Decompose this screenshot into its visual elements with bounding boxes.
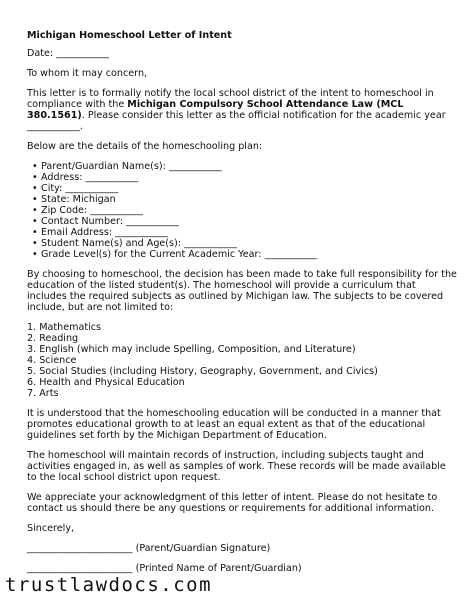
detail-item: • Student Name(s) and Age(s): ___________ [41, 238, 457, 249]
watermark: trustlawdocs.com [5, 574, 213, 596]
subject-item: 4. Science [27, 355, 77, 366]
intro-text-1: This letter is to formally notify the local school district of the intent to homeschool in compliance with the [27, 88, 434, 110]
intro-text-2: . Please consider this letter as the official notification for the academic year ___________. [27, 110, 446, 132]
detail-item: • City: ___________ [41, 183, 457, 194]
date-line: Date: ___________ [27, 48, 109, 59]
subject-item: 5. Social Studies (including History, Geography, Government, and Civics) [27, 366, 378, 377]
closing: Sincerely, [27, 523, 75, 534]
detail-item: • State: Michigan [41, 194, 457, 205]
subject-item: 7. Arts [27, 388, 59, 399]
signature-line: ______________________ (Parent/Guardian Signature) [27, 543, 271, 554]
subject-item: 2. Reading [27, 333, 79, 344]
understood-paragraph: It is understood that the homeschooling education will be conducted in a manner that promotes educational growth to at least an equal extent as that of the educational guidelines set forth by the Michigan Department of Education. [27, 408, 441, 441]
detail-item: • Address: ___________ [41, 172, 457, 183]
subject-item: 1. Mathematics [27, 322, 102, 333]
detail-item: • Zip Code: ___________ [41, 205, 457, 216]
law-reference: Michigan Compulsory School Attendance Law (MCL 380.1561) [27, 99, 404, 121]
records-paragraph: The homeschool will maintain records of instruction, including subjects taught and activities engaged in, as well as samples of work. These records will be made available to the local school district upon request. [27, 450, 446, 483]
details-intro: Below are the details of the homeschooling plan: [27, 141, 263, 152]
appreciate-paragraph: We appreciate your acknowledgment of this letter of intent. Please do not hesitate to contact us should there be any questions or requirements for additional information. [27, 492, 438, 514]
salutation: To whom it may concern, [27, 68, 148, 79]
subject-item: 3. English (which may include Spelling, Composition, and Literature) [27, 344, 356, 355]
detail-item: • Contact Number: ___________ [41, 216, 457, 227]
printed-name-line: ______________________ (Printed Name of Parent/Guardian) [27, 563, 302, 574]
detail-item: • Grade Level(s) for the Current Academic Year: ___________ [41, 249, 457, 260]
responsibility-paragraph: By choosing to homeschool, the decision has been made to take full responsibility for the education of the listed student(s). The homeschool will provide a curriculum that includes the required subjects as outlined by Michigan law. The subjects to be covered include, but are not limited to: [27, 269, 457, 313]
subject-item: 6. Health and Physical Education [27, 377, 185, 388]
letter-document [27, 30, 457, 583]
intro-paragraph [27, 88, 457, 132]
detail-item: • Email Address: ___________ [41, 227, 457, 238]
detail-item: • Parent/Guardian Name(s): ___________ [41, 161, 457, 172]
details-list [27, 161, 457, 260]
document-title: Michigan Homeschool Letter of Intent [27, 30, 232, 41]
subjects-list [27, 322, 457, 399]
